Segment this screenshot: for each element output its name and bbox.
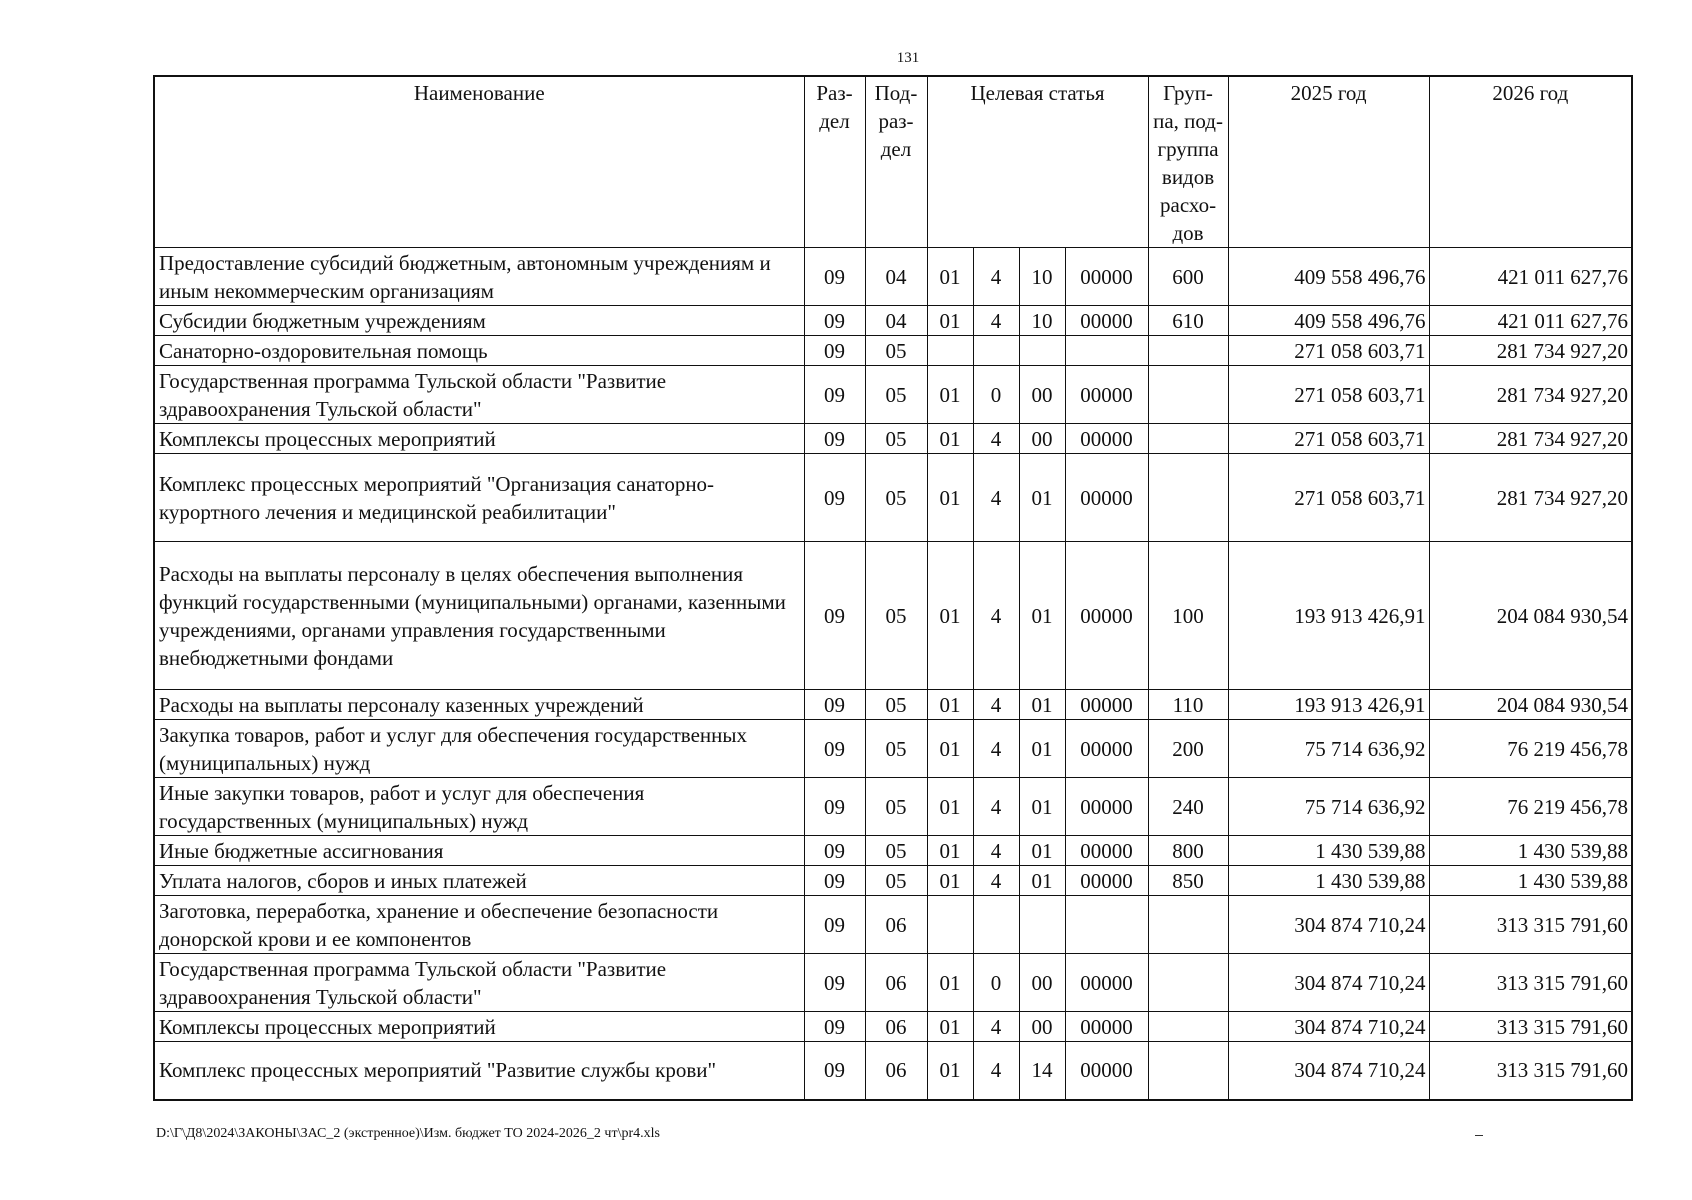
row-target-item: 01 (1019, 690, 1065, 720)
row-name: Иные бюджетные ассигнования (154, 836, 804, 866)
row-subsection: 05 (865, 866, 927, 896)
row-name: Субсидии бюджетным учреждениям (154, 306, 804, 336)
table-row (154, 836, 1632, 866)
row-amount-2025: 1 430 539,88 (1228, 866, 1429, 896)
row-amount-2025: 304 874 710,24 (1228, 1042, 1429, 1100)
row-amount-2026: 313 315 791,60 (1429, 954, 1632, 1012)
row-section: 09 (804, 454, 865, 542)
row-target-program: 01 (927, 248, 973, 306)
row-target-direction: 00000 (1065, 690, 1148, 720)
row-expense-group: 800 (1148, 836, 1228, 866)
row-amount-2026: 313 315 791,60 (1429, 1012, 1632, 1042)
row-target-item: 00 (1019, 366, 1065, 424)
row-name: Комплекс процессных мероприятий "Развитие службы крови" (154, 1042, 804, 1100)
table-row (154, 778, 1632, 836)
header-expense-group: Груп-па, под-группа видов расхо-дов (1148, 76, 1228, 248)
row-amount-2025: 271 058 603,71 (1228, 366, 1429, 424)
row-target-type: 4 (973, 866, 1019, 896)
row-subsection: 05 (865, 836, 927, 866)
table-row (154, 866, 1632, 896)
row-section: 09 (804, 1012, 865, 1042)
row-expense-group (1148, 454, 1228, 542)
row-target-item: 00 (1019, 1012, 1065, 1042)
row-name: Комплекс процессных мероприятий "Организация санаторно-курортного лечения и медицинской реабилитации" (154, 454, 804, 542)
row-target-program: 01 (927, 720, 973, 778)
row-subsection: 05 (865, 454, 927, 542)
row-subsection: 05 (865, 366, 927, 424)
row-amount-2025: 193 913 426,91 (1228, 690, 1429, 720)
row-amount-2026: 281 734 927,20 (1429, 454, 1632, 542)
row-section: 09 (804, 954, 865, 1012)
row-subsection: 06 (865, 896, 927, 954)
row-target-item: 01 (1019, 778, 1065, 836)
row-name: Закупка товаров, работ и услуг для обеспечения государственных (муниципальных) нужд (154, 720, 804, 778)
row-target-type: 4 (973, 1042, 1019, 1100)
row-section: 09 (804, 690, 865, 720)
row-target-type: 4 (973, 248, 1019, 306)
row-amount-2026: 313 315 791,60 (1429, 896, 1632, 954)
row-target-program: 01 (927, 954, 973, 1012)
row-subsection: 05 (865, 690, 927, 720)
row-amount-2025: 271 058 603,71 (1228, 336, 1429, 366)
row-target-direction: 00000 (1065, 720, 1148, 778)
footer-mark (1475, 1135, 1483, 1136)
row-target-type: 4 (973, 1012, 1019, 1042)
row-section: 09 (804, 542, 865, 690)
row-section: 09 (804, 248, 865, 306)
row-target-type: 4 (973, 542, 1019, 690)
row-expense-group (1148, 366, 1228, 424)
row-target-item: 10 (1019, 306, 1065, 336)
table-row (154, 954, 1632, 1012)
row-target-type (973, 896, 1019, 954)
row-amount-2025: 409 558 496,76 (1228, 248, 1429, 306)
row-target-type (973, 336, 1019, 366)
row-target-direction: 00000 (1065, 1012, 1148, 1042)
row-name: Государственная программа Тульской области "Развитие здравоохранения Тульской области" (154, 366, 804, 424)
row-target-type: 4 (973, 454, 1019, 542)
row-section: 09 (804, 866, 865, 896)
row-expense-group (1148, 954, 1228, 1012)
row-target-program: 01 (927, 366, 973, 424)
row-expense-group (1148, 424, 1228, 454)
row-target-direction: 00000 (1065, 424, 1148, 454)
row-name: Санаторно-оздоровительная помощь (154, 336, 804, 366)
row-amount-2026: 281 734 927,20 (1429, 424, 1632, 454)
row-target-type: 4 (973, 778, 1019, 836)
row-amount-2026: 204 084 930,54 (1429, 690, 1632, 720)
row-subsection: 05 (865, 424, 927, 454)
row-expense-group: 610 (1148, 306, 1228, 336)
row-amount-2025: 75 714 636,92 (1228, 778, 1429, 836)
table-row (154, 248, 1632, 306)
table-row (154, 454, 1632, 542)
row-target-item: 01 (1019, 836, 1065, 866)
row-amount-2026: 1 430 539,88 (1429, 866, 1632, 896)
row-name: Заготовка, переработка, хранение и обеспечение безопасности донорской крови и ее компонентов (154, 896, 804, 954)
row-target-direction: 00000 (1065, 1042, 1148, 1100)
row-amount-2026: 76 219 456,78 (1429, 778, 1632, 836)
row-target-type: 0 (973, 366, 1019, 424)
table-row (154, 1042, 1632, 1100)
row-target-type: 4 (973, 424, 1019, 454)
row-subsection: 06 (865, 954, 927, 1012)
row-expense-group (1148, 1012, 1228, 1042)
row-expense-group: 850 (1148, 866, 1228, 896)
row-target-program: 01 (927, 1042, 973, 1100)
row-amount-2025: 304 874 710,24 (1228, 954, 1429, 1012)
row-expense-group: 110 (1148, 690, 1228, 720)
row-amount-2026: 421 011 627,76 (1429, 306, 1632, 336)
table-row (154, 690, 1632, 720)
row-target-type: 4 (973, 720, 1019, 778)
row-target-direction: 00000 (1065, 454, 1148, 542)
row-target-direction: 00000 (1065, 778, 1148, 836)
budget-table (153, 75, 1633, 1101)
row-target-direction: 00000 (1065, 836, 1148, 866)
row-section: 09 (804, 424, 865, 454)
row-expense-group: 600 (1148, 248, 1228, 306)
row-section: 09 (804, 778, 865, 836)
row-target-direction: 00000 (1065, 248, 1148, 306)
row-target-program: 01 (927, 306, 973, 336)
row-subsection: 05 (865, 336, 927, 366)
row-name: Иные закупки товаров, работ и услуг для обеспечения государственных (муниципальных) нужд (154, 778, 804, 836)
page-number: 131 (896, 50, 920, 66)
row-target-type: 0 (973, 954, 1019, 1012)
row-target-program (927, 336, 973, 366)
row-amount-2025: 304 874 710,24 (1228, 1012, 1429, 1042)
row-name: Уплата налогов, сборов и иных платежей (154, 866, 804, 896)
row-expense-group: 240 (1148, 778, 1228, 836)
row-target-program: 01 (927, 690, 973, 720)
row-amount-2025: 271 058 603,71 (1228, 424, 1429, 454)
row-target-direction (1065, 896, 1148, 954)
row-target-item: 01 (1019, 454, 1065, 542)
header-subsection: Под-раз-дел (865, 76, 927, 248)
row-amount-2026: 421 011 627,76 (1429, 248, 1632, 306)
header-target-article: Целевая статья (927, 76, 1148, 248)
row-subsection: 04 (865, 248, 927, 306)
row-name: Предоставление субсидий бюджетным, автономным учреждениям и иным некоммерческим организациям (154, 248, 804, 306)
row-target-item (1019, 336, 1065, 366)
row-amount-2025: 1 430 539,88 (1228, 836, 1429, 866)
row-amount-2026: 281 734 927,20 (1429, 366, 1632, 424)
footer-file-path: D:\Г\Д8\2024\ЗАКОНЫ\ЗАС_2 (экстренное)\Изм. бюджет ТО 2024-2026_2 чт\pr4.xls (156, 1126, 660, 1141)
row-expense-group (1148, 336, 1228, 366)
row-name: Расходы на выплаты персоналу казенных учреждений (154, 690, 804, 720)
row-expense-group: 200 (1148, 720, 1228, 778)
row-target-item: 01 (1019, 542, 1065, 690)
row-subsection: 06 (865, 1012, 927, 1042)
header-year-2025: 2025 год (1228, 76, 1429, 248)
row-section: 09 (804, 836, 865, 866)
row-amount-2025: 193 913 426,91 (1228, 542, 1429, 690)
row-amount-2026: 204 084 930,54 (1429, 542, 1632, 690)
row-target-program: 01 (927, 836, 973, 866)
header-year-2026: 2026 год (1429, 76, 1632, 248)
table-row (154, 366, 1632, 424)
row-target-item: 00 (1019, 954, 1065, 1012)
row-target-direction: 00000 (1065, 306, 1148, 336)
row-subsection: 06 (865, 1042, 927, 1100)
row-amount-2026: 313 315 791,60 (1429, 1042, 1632, 1100)
row-target-type: 4 (973, 690, 1019, 720)
row-section: 09 (804, 720, 865, 778)
row-target-program: 01 (927, 542, 973, 690)
row-target-direction: 00000 (1065, 866, 1148, 896)
row-amount-2026: 281 734 927,20 (1429, 336, 1632, 366)
row-subsection: 05 (865, 720, 927, 778)
table-row (154, 1012, 1632, 1042)
row-section: 09 (804, 896, 865, 954)
row-target-program: 01 (927, 424, 973, 454)
row-target-type: 4 (973, 836, 1019, 866)
row-target-item: 10 (1019, 248, 1065, 306)
table-row (154, 306, 1632, 336)
table-row (154, 336, 1632, 366)
row-name: Расходы на выплаты персоналу в целях обеспечения выполнения функций государственными (муниципальными) органами, казенными учреждениями, органами управления государственными внебюджетными фондами (154, 542, 804, 690)
row-target-program: 01 (927, 1012, 973, 1042)
row-target-program (927, 896, 973, 954)
row-section: 09 (804, 336, 865, 366)
row-section: 09 (804, 1042, 865, 1100)
row-section: 09 (804, 306, 865, 336)
row-amount-2026: 76 219 456,78 (1429, 720, 1632, 778)
row-target-direction: 00000 (1065, 954, 1148, 1012)
row-name: Комплексы процессных мероприятий (154, 1012, 804, 1042)
row-amount-2025: 75 714 636,92 (1228, 720, 1429, 778)
row-subsection: 05 (865, 542, 927, 690)
row-expense-group (1148, 1042, 1228, 1100)
row-target-program: 01 (927, 454, 973, 542)
row-target-program: 01 (927, 778, 973, 836)
row-expense-group: 100 (1148, 542, 1228, 690)
table-body (154, 248, 1632, 1100)
row-subsection: 05 (865, 778, 927, 836)
row-target-direction (1065, 336, 1148, 366)
row-target-type: 4 (973, 306, 1019, 336)
row-amount-2025: 304 874 710,24 (1228, 896, 1429, 954)
table-row (154, 720, 1632, 778)
header-name: Наименование (154, 76, 804, 248)
row-section: 09 (804, 366, 865, 424)
row-amount-2025: 409 558 496,76 (1228, 306, 1429, 336)
row-expense-group (1148, 896, 1228, 954)
table-row (154, 896, 1632, 954)
row-amount-2025: 271 058 603,71 (1228, 454, 1429, 542)
header-section: Раз-дел (804, 76, 865, 248)
row-subsection: 04 (865, 306, 927, 336)
table-row (154, 424, 1632, 454)
row-target-direction: 00000 (1065, 366, 1148, 424)
row-target-item: 00 (1019, 424, 1065, 454)
row-target-item (1019, 896, 1065, 954)
row-target-item: 01 (1019, 866, 1065, 896)
row-target-program: 01 (927, 866, 973, 896)
row-name: Комплексы процессных мероприятий (154, 424, 804, 454)
row-target-item: 14 (1019, 1042, 1065, 1100)
row-name: Государственная программа Тульской области "Развитие здравоохранения Тульской области" (154, 954, 804, 1012)
row-target-item: 01 (1019, 720, 1065, 778)
table-header-row (154, 76, 1632, 248)
table-row (154, 542, 1632, 690)
row-target-direction: 00000 (1065, 542, 1148, 690)
row-amount-2026: 1 430 539,88 (1429, 836, 1632, 866)
